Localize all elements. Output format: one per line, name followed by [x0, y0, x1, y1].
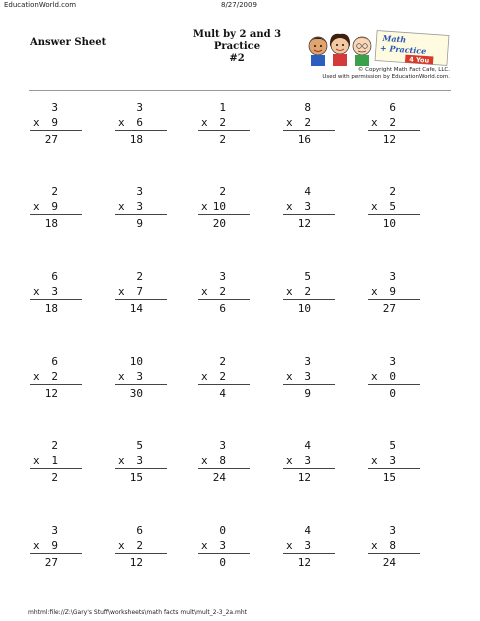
problem-answer: 2: [219, 133, 226, 146]
problem-answer: 4: [219, 387, 226, 400]
answer-line: [283, 214, 335, 215]
problem-answer: 18: [44, 302, 58, 315]
multiply-sign: x: [286, 539, 293, 552]
multiply-sign: x: [286, 454, 293, 467]
problem: [366, 185, 426, 235]
problem: [196, 355, 256, 405]
answer-line: [368, 384, 420, 385]
problem-bottom-number: 10: [212, 200, 226, 213]
problem-top-number: 4: [304, 185, 311, 198]
problem-answer: 18: [44, 217, 58, 230]
problem-bottom-number: 2: [219, 285, 226, 298]
problem: [366, 101, 426, 151]
problem-bottom-number: 5: [389, 200, 396, 213]
problem-top-number: 6: [51, 355, 58, 368]
problem-top-number: 3: [389, 270, 396, 283]
problem-top-number: 1: [219, 101, 226, 114]
problem: [28, 355, 88, 405]
answer-line: [30, 214, 82, 215]
title-line-2: #2: [229, 53, 245, 64]
problem: [281, 185, 341, 235]
footer-path: mhtml:file://Z:\Gary's Stuff\worksheets\math facts mult\mult_2-3_2a.mht: [28, 609, 247, 616]
answer-line: [30, 130, 82, 131]
site-name: EducationWorld.com: [4, 1, 77, 9]
problem: [196, 270, 256, 320]
answer-line: [198, 214, 250, 215]
problem: [281, 270, 341, 320]
copyright-line-2: Used with permission by EducationWorld.com.: [322, 74, 450, 80]
answer-line: [30, 299, 82, 300]
multiply-sign: x: [201, 285, 208, 298]
problem-top-number: 3: [51, 524, 58, 537]
problem: [28, 439, 88, 489]
problem-answer: 12: [382, 133, 396, 146]
multiply-sign: x: [201, 539, 208, 552]
problem-top-number: 3: [304, 355, 311, 368]
problem-answer: 12: [44, 387, 58, 400]
problem-bottom-number: 3: [219, 539, 226, 552]
problem-top-number: 3: [219, 439, 226, 452]
problem-top-number: 3: [136, 185, 143, 198]
answer-line: [368, 553, 420, 554]
problem-top-number: 3: [136, 101, 143, 114]
problem: [366, 355, 426, 405]
multiply-sign: x: [286, 200, 293, 213]
problem-answer: 27: [44, 133, 58, 146]
problem-top-number: 2: [51, 439, 58, 452]
problem-answer: 15: [382, 471, 396, 484]
print-date: 8/27/2009: [221, 1, 257, 9]
problem-top-number: 2: [389, 185, 396, 198]
problem-bottom-number: 9: [51, 116, 58, 129]
answer-line: [198, 468, 250, 469]
multiply-sign: x: [286, 116, 293, 129]
problem-bottom-number: 3: [304, 454, 311, 467]
problem-top-number: 2: [219, 355, 226, 368]
problem: [113, 185, 173, 235]
answer-line: [198, 130, 250, 131]
multiply-sign: x: [118, 370, 125, 383]
problem-bottom-number: 3: [136, 200, 143, 213]
copyright-line-1: © Copyright Math Fact Cafe, LLC.: [357, 67, 450, 73]
problem-bottom-number: 6: [136, 116, 143, 129]
problem-top-number: 3: [389, 355, 396, 368]
problem: [196, 439, 256, 489]
problem-top-number: 6: [51, 270, 58, 283]
answer-sheet-label: Answer Sheet: [30, 37, 107, 48]
problem: [113, 270, 173, 320]
answer-line: [368, 130, 420, 131]
problem-answer: 14: [129, 302, 143, 315]
problem-top-number: 2: [51, 185, 58, 198]
problem-answer: 0: [219, 556, 226, 569]
problem-bottom-number: 8: [389, 539, 396, 552]
multiply-sign: x: [371, 116, 378, 129]
answer-line: [115, 553, 167, 554]
multiply-sign: x: [286, 370, 293, 383]
answer-line: [368, 299, 420, 300]
problem: [28, 524, 88, 574]
problem-bottom-number: 2: [304, 285, 311, 298]
child-face-1-icon: [309, 37, 327, 66]
problem-answer: 12: [297, 556, 311, 569]
logo-word-math: Math: [382, 32, 407, 45]
problem-top-number: 2: [219, 185, 226, 198]
answer-line: [30, 384, 82, 385]
problem: [281, 101, 341, 151]
multiply-sign: x: [118, 285, 125, 298]
problem-bottom-number: 3: [304, 200, 311, 213]
problem-top-number: 6: [136, 524, 143, 537]
problem: [113, 524, 173, 574]
problem: [196, 185, 256, 235]
copyright-note: [322, 67, 450, 81]
child-face-3-icon: [353, 37, 371, 66]
multiply-sign: x: [371, 454, 378, 467]
page-title: [172, 29, 302, 65]
problem: [28, 185, 88, 235]
multiply-sign: x: [371, 200, 378, 213]
answer-line: [368, 468, 420, 469]
multiply-sign: x: [118, 539, 125, 552]
problem-answer: 20: [212, 217, 226, 230]
problem-bottom-number: 9: [51, 539, 58, 552]
logo-word-practice: + Practice: [379, 42, 427, 56]
problem-top-number: 4: [304, 524, 311, 537]
problem-top-number: 3: [389, 524, 396, 537]
multiply-sign: x: [33, 539, 40, 552]
title-line-1: Mult by 2 and 3 Practice: [192, 29, 282, 52]
problem-bottom-number: 3: [136, 454, 143, 467]
answer-line: [115, 468, 167, 469]
problem: [113, 355, 173, 405]
problem: [28, 270, 88, 320]
problem-bottom-number: 8: [219, 454, 226, 467]
problem: [366, 524, 426, 574]
answer-line: [368, 214, 420, 215]
problem-top-number: 3: [219, 270, 226, 283]
problem-top-number: 5: [389, 439, 396, 452]
problem-bottom-number: 9: [51, 200, 58, 213]
multiply-sign: x: [118, 454, 125, 467]
multiply-sign: x: [118, 116, 125, 129]
problem-answer: 30: [129, 387, 143, 400]
problem-answer: 6: [219, 302, 226, 315]
problem: [113, 439, 173, 489]
answer-line: [30, 468, 82, 469]
problem-bottom-number: 2: [304, 116, 311, 129]
problem-top-number: 10: [129, 355, 143, 368]
problem-answer: 2: [51, 471, 58, 484]
problem: [366, 270, 426, 320]
problem: [28, 101, 88, 151]
problem-top-number: 0: [219, 524, 226, 537]
problem-bottom-number: 3: [389, 454, 396, 467]
problem: [196, 524, 256, 574]
multiply-sign: x: [371, 285, 378, 298]
header-divider: [29, 90, 451, 91]
answer-line: [198, 384, 250, 385]
answer-line: [115, 384, 167, 385]
multiply-sign: x: [33, 200, 40, 213]
problem-bottom-number: 9: [389, 285, 396, 298]
answer-line: [30, 553, 82, 554]
multiply-sign: x: [201, 454, 208, 467]
problem-bottom-number: 2: [219, 370, 226, 383]
problem: [281, 524, 341, 574]
answer-line: [283, 553, 335, 554]
problem-top-number: 8: [304, 101, 311, 114]
problem-bottom-number: 2: [389, 116, 396, 129]
problem-answer: 24: [212, 471, 226, 484]
problem-bottom-number: 3: [51, 285, 58, 298]
answer-line: [283, 384, 335, 385]
problem-bottom-number: 3: [136, 370, 143, 383]
problem-answer: 24: [382, 556, 396, 569]
problem: [281, 439, 341, 489]
problem: [281, 355, 341, 405]
problem-top-number: 6: [389, 101, 396, 114]
answer-line: [283, 299, 335, 300]
multiply-sign: x: [286, 285, 293, 298]
problem: [196, 101, 256, 151]
multiply-sign: x: [371, 539, 378, 552]
problem-bottom-number: 7: [136, 285, 143, 298]
problem-answer: 10: [382, 217, 396, 230]
answer-line: [283, 468, 335, 469]
problem-answer: 27: [44, 556, 58, 569]
multiply-sign: x: [33, 116, 40, 129]
problem-bottom-number: 0: [389, 370, 396, 383]
answer-line: [115, 130, 167, 131]
problem-top-number: 5: [304, 270, 311, 283]
answer-line: [283, 130, 335, 131]
answer-line: [115, 214, 167, 215]
problem-top-number: 4: [304, 439, 311, 452]
multiply-sign: x: [33, 285, 40, 298]
problem: [113, 101, 173, 151]
problem-bottom-number: 3: [304, 539, 311, 552]
problem-answer: 15: [129, 471, 143, 484]
kids-logo-icon: [306, 30, 452, 66]
problem-answer: 12: [297, 471, 311, 484]
multiply-sign: x: [33, 454, 40, 467]
answer-line: [115, 299, 167, 300]
problem-answer: 27: [382, 302, 396, 315]
problem-answer: 12: [297, 217, 311, 230]
multiply-sign: x: [201, 370, 208, 383]
problem-answer: 12: [129, 556, 143, 569]
logo-word-4you: 4 You: [408, 55, 430, 65]
problem-answer: 0: [389, 387, 396, 400]
problem-bottom-number: 2: [219, 116, 226, 129]
problem-answer: 16: [297, 133, 311, 146]
problem-answer: 18: [129, 133, 143, 146]
problem-top-number: 5: [136, 439, 143, 452]
math-practice-badge-icon: [375, 31, 449, 66]
problem-answer: 9: [304, 387, 311, 400]
multiply-sign: x: [201, 200, 208, 213]
problem-bottom-number: 3: [304, 370, 311, 383]
problem-bottom-number: 1: [51, 454, 58, 467]
multiply-sign: x: [371, 370, 378, 383]
problem-answer: 9: [136, 217, 143, 230]
multiply-sign: x: [118, 200, 125, 213]
problem-bottom-number: 2: [136, 539, 143, 552]
problem-answer: 10: [297, 302, 311, 315]
answer-line: [198, 299, 250, 300]
child-face-2-icon: [330, 34, 350, 66]
multiply-sign: x: [33, 370, 40, 383]
math-practice-logo: [306, 30, 452, 66]
multiply-sign: x: [201, 116, 208, 129]
answer-line: [198, 553, 250, 554]
problem-bottom-number: 2: [51, 370, 58, 383]
problem-top-number: 2: [136, 270, 143, 283]
problem: [366, 439, 426, 489]
problem-top-number: 3: [51, 101, 58, 114]
